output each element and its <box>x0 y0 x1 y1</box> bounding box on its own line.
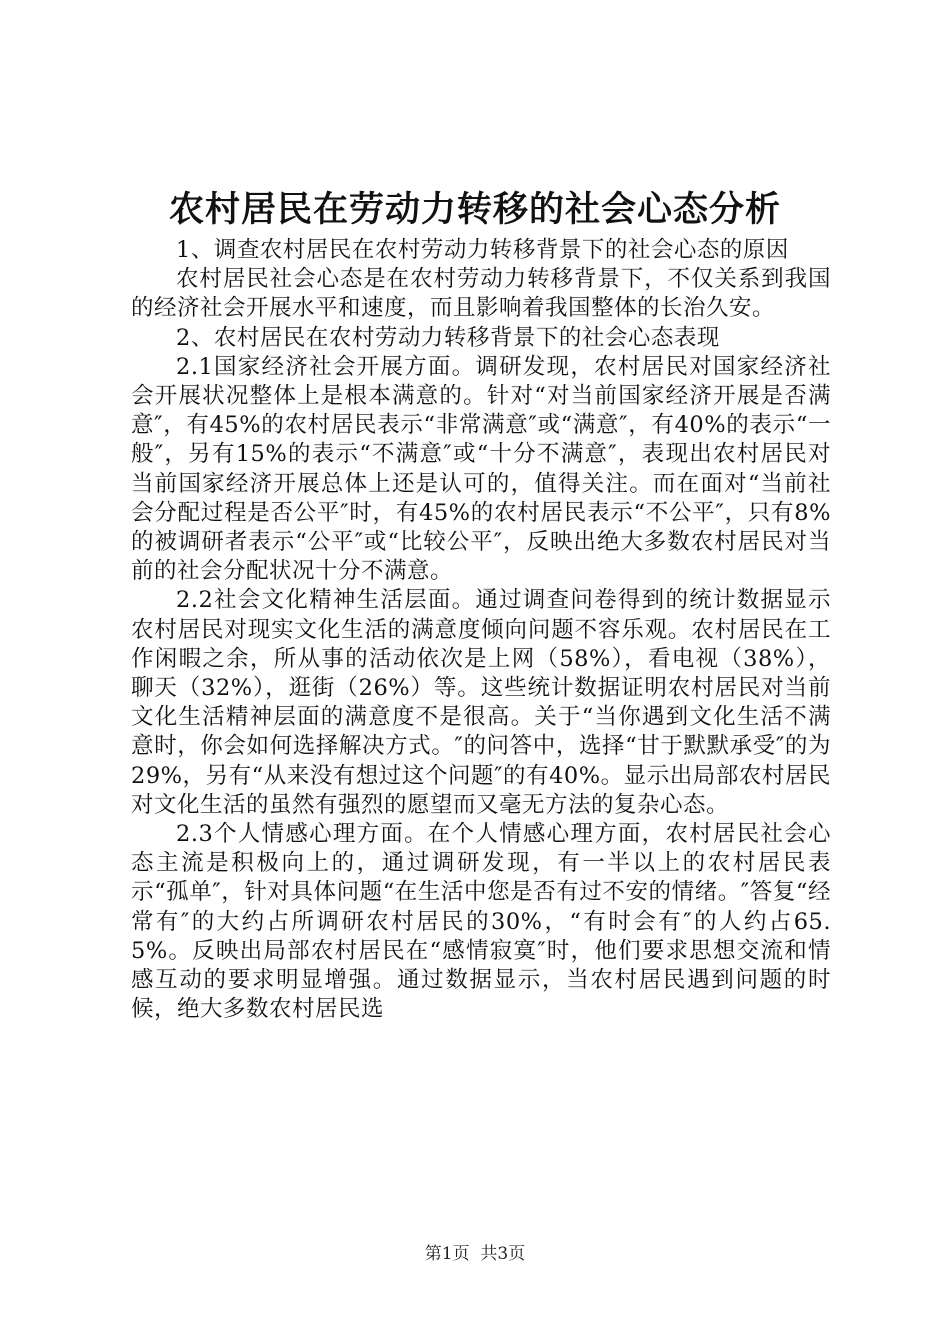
page-total: 共3页 <box>480 1244 526 1264</box>
paragraph-2-3: 2.3个人情感心理方面。在个人情感心理方面，农村居民社会心态主流是积极向上的，通过调研发现，有一半以上的农村居民表示“孤单″，针对具体问题“在生活中您是否有过不安的情绪。″答复“经常有″的大约占所调研农村居民的30%，“有时会有″的人约占65.5%。反映出局部农村居民在“感情寂寞″时，他们要求思想交流和情感互动的要求明显增强。通过数据显示，当农村居民遇到问题的时候，绝大多数农村居民选 <box>131 821 831 1023</box>
document-title: 农村居民在劳动力转移的社会心态分析 <box>168 190 781 230</box>
page-number: 第1页 <box>424 1244 470 1264</box>
paragraph-2-2: 2.2社会文化精神生活层面。通过调查问卷得到的统计数据显示农村居民对现实文化生活的满意度倾向问题不容乐观。农村居民在工作闲暇之余，所从事的活动依次是上网（58%），看电视（38%），聊天（32%），逛街（26%）等。这些统计数据证明农村居民对当前文化生活精神层面的满意度不是很高。关于“当你遇到文化生活不满意时，你会如何选择解决方式。″的问答中，选择“甘于默默承受″的为29%，另有“从来没有想过这个问题″的有40%。显示出局部农村居民对文化生活的虽然有强烈的愿望而又毫无方法的复杂心态。 <box>131 587 831 818</box>
section-heading-1: 1、调查农村居民在农村劳动力转移背景下的社会心态的原因 <box>176 237 789 263</box>
paragraph-intro: 农村居民社会心态是在农村劳动力转移背景下，不仅关系到我国的经济社会开展水平和速度，而且影响着我国整体的长治久安。 <box>131 266 831 322</box>
document-body <box>131 236 831 1024</box>
page-footer <box>0 1242 950 1266</box>
paragraph-2-1: 2.1国家经济社会开展方面。调研发现，农村居民对国家经济社会开展状况整体上是根本满意的。针对“对当前国家经济开展是否满意″，有45%的农村居民表示“非常满意″或“满意″，有40%的表示“一般″，另有15%的表示“不满意″或“十分不满意″，表现出农村居民对当前国家经济开展总体上还是认可的，值得关注。而在面对“当前社会分配过程是否公平″时，有45%的农村居民表示“不公平″，只有8%的被调研者表示“公平″或“比较公平″，反映出绝大多数农村居民对当前的社会分配状况十分不满意。 <box>131 353 831 585</box>
section-heading-2: 2、农村居民在农村劳动力转移背景下的社会心态表现 <box>176 324 720 351</box>
